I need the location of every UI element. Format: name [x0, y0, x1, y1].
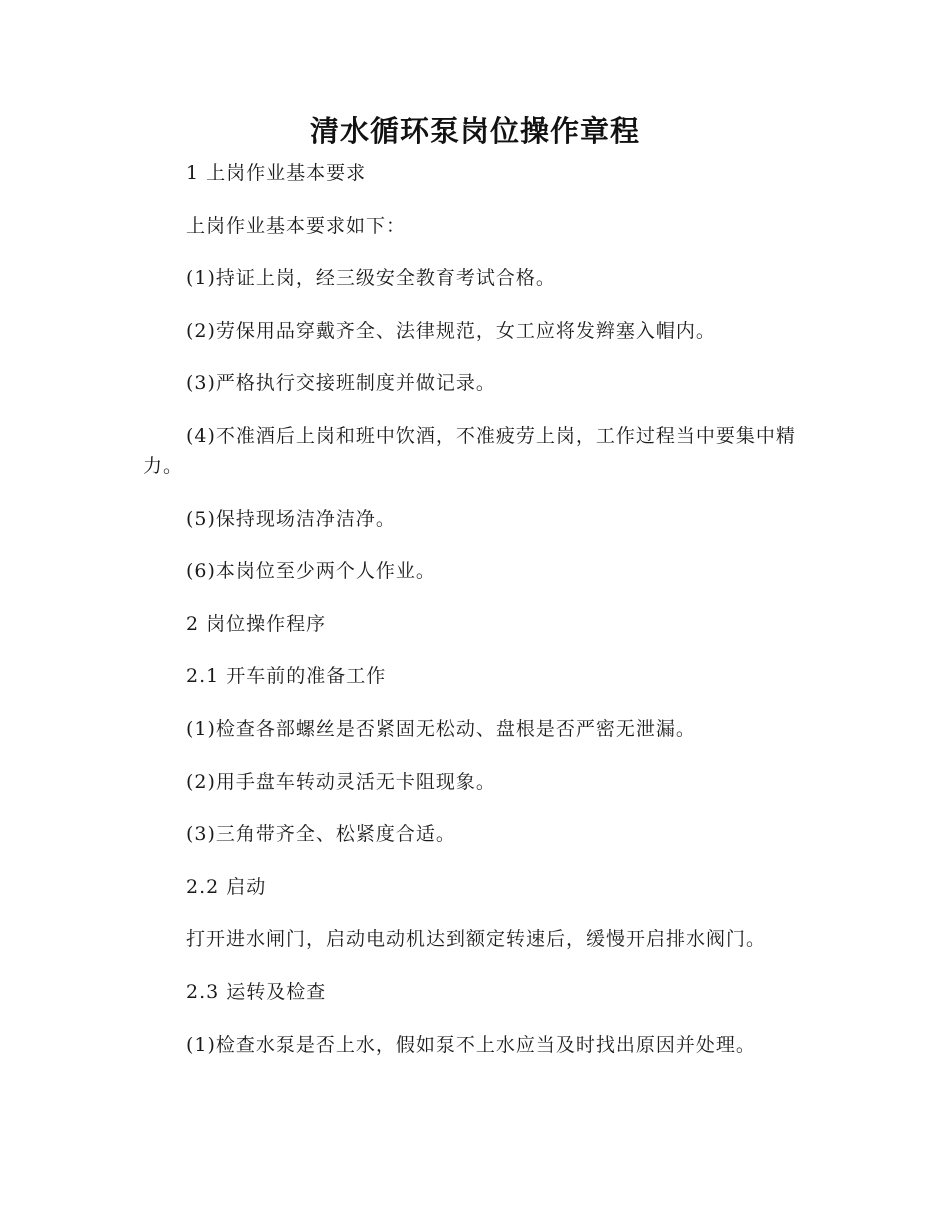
- list-item: (1)检查水泵是否上水，假如泵不上水应当及时找出原因并处理。: [186, 1033, 756, 1056]
- list-item: (5)保持现场洁净洁净。: [186, 507, 396, 530]
- list-item: (3)三角带齐全、松紧度合适。: [186, 823, 456, 846]
- document-title: 清水循环泵岗位操作章程: [309, 114, 640, 148]
- list-item: (4)不准酒后上岗和班中饮酒，不准疲劳上岗，工作过程当中要集中精力。: [143, 424, 796, 477]
- list-item: (1)检查各部螺丝是否紧固无松动、盘根是否严密无泄漏。: [186, 717, 696, 740]
- section-heading: 1 上岗作业基本要求: [186, 162, 367, 184]
- subsection-heading: 2.2 启动: [186, 875, 267, 898]
- section-heading: 2 岗位操作程序: [186, 612, 327, 635]
- list-item: (6)本岗位至少两个人作业。: [186, 560, 436, 583]
- list-item: (1)持证上岗，经三级安全教育考试合格。: [186, 267, 556, 290]
- list-item: (2)用手盘车转动灵活无卡阻现象。: [186, 770, 496, 793]
- list-item: (3)严格执行交接班制度并做记录。: [186, 372, 496, 395]
- paragraph: 上岗作业基本要求如下：: [186, 214, 407, 237]
- subsection-heading: 2.3 运转及检查: [186, 980, 327, 1003]
- subsection-heading: 2.1 开车前的准备工作: [186, 665, 387, 688]
- list-item: (2)劳保用品穿戴齐全、法律规范，女工应将发辫塞入帽内。: [186, 319, 716, 342]
- document-body: [143, 158, 808, 1082]
- paragraph: 打开进水闸门，启动电动机达到额定转速后，缓慢开启排水阀门。: [186, 928, 767, 951]
